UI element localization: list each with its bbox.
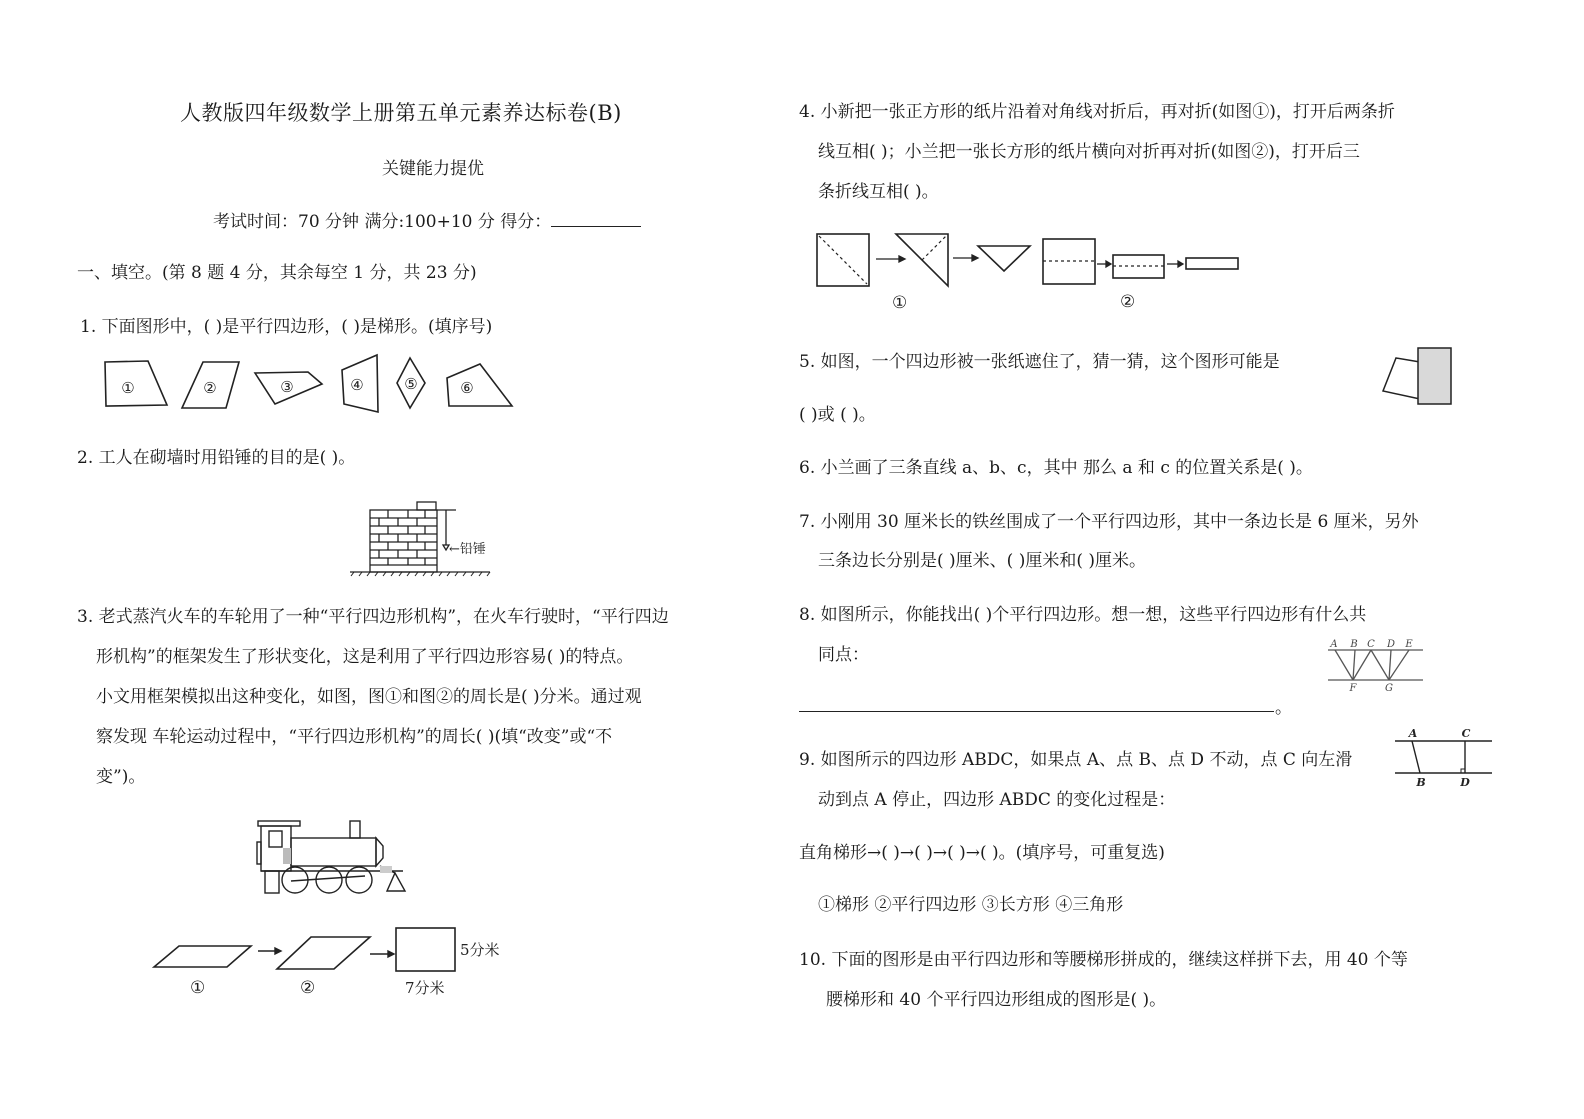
- shape-label-4: ④: [350, 376, 364, 394]
- rect-width-label: 7分米: [405, 979, 445, 997]
- question-5-line-1: 5. 如图，一个四边形被一张纸遮住了，猜一猜，这个图形可能是: [799, 352, 1280, 372]
- point-C-label: C: [1461, 727, 1471, 740]
- brick-wall-plumb-figure: [350, 495, 510, 575]
- shape-label-6: ⑥: [460, 379, 474, 397]
- point-C: C: [1367, 639, 1375, 650]
- question-2-text: 2. 工人在砌墙时用铅锤的目的是( )。: [77, 448, 356, 468]
- plumb-bob-label: ←铅锤: [449, 542, 486, 557]
- shape-label-2: ②: [203, 379, 217, 397]
- point-A-label: A: [1408, 727, 1418, 740]
- section-heading: 一、填空。(第 8 题 4 分，其余每空 1 分，共 23 分): [77, 263, 477, 283]
- fold-fig-2-label: ②: [1120, 292, 1136, 312]
- steam-train-figure: [255, 818, 410, 893]
- q1-shapes-figure: [100, 350, 520, 415]
- question-3-line-2: 形机构”的框架发生了形状变化，这是利用了平行四边形容易( )的特点。: [96, 647, 634, 667]
- question-3-line-1: 3. 老式蒸汽火车的车轮用了一种“平行四边形机构”，在火车行驶时，“平行四边: [77, 607, 669, 627]
- q8-answer-line[interactable]: [799, 693, 1274, 712]
- point-G: G: [1385, 683, 1393, 694]
- question-4-line-2: 线互相( )；小兰把一张长方形的纸片横向对折再对折(如图②)，打开后三: [818, 142, 1360, 162]
- covered-quadrilateral-figure: [1380, 345, 1460, 410]
- shape-label-1: ①: [121, 379, 135, 397]
- frame-2-label: ②: [300, 978, 316, 998]
- quadrilateral-abdc-figure: [1395, 725, 1495, 790]
- q3-frames-figure: [150, 925, 520, 1005]
- fold-fig-1-label: ①: [892, 293, 908, 313]
- question-5-line-2: ( )或 ( )。: [799, 405, 876, 425]
- question-10-line-2: 腰梯形和 40 个平行四边形组成的图形是( )。: [826, 990, 1167, 1010]
- rect-height-label: 5分米: [460, 941, 500, 959]
- question-4-line-3: 条折线互相( )。: [818, 182, 939, 202]
- page-subtitle: 关键能力提优: [382, 159, 484, 179]
- question-6-text: 6. 小兰画了三条直线 a、b、c，其中 那么 a 和 c 的位置关系是( )。: [799, 458, 1313, 478]
- point-F: F: [1349, 683, 1357, 694]
- exam-info: [213, 207, 641, 232]
- question-10-line-1: 10. 下面的图形是由平行四边形和等腰梯形拼成的，继续这样拼下去，用 40 个等: [799, 950, 1408, 970]
- point-A: A: [1330, 639, 1338, 650]
- question-8-line-2: 同点：: [818, 645, 869, 665]
- score-blank[interactable]: [551, 210, 641, 227]
- question-9-sequence: 直角梯形→( )→( )→( )→( )。(填序号，可重复选): [799, 843, 1165, 863]
- shape-label-3: ③: [280, 378, 294, 396]
- q8-answer-end: 。: [1275, 698, 1292, 718]
- shape-label-5: ⑤: [404, 375, 418, 393]
- frame-1-label: ①: [190, 978, 206, 998]
- exam-info-text: 考试时间：70 分钟 满分:100+10 分 得分：: [213, 212, 552, 232]
- point-B: B: [1350, 639, 1358, 650]
- question-7-line-1: 7. 小刚用 30 厘米长的铁丝围成了一个平行四边形，其中一条边长是 6 厘米，另外: [799, 512, 1419, 532]
- question-9-line-2: 动到点 A 停止，四边形 ABDC 的变化过程是：: [818, 790, 1176, 810]
- question-8-line-1: 8. 如图所示，你能找出( )个平行四边形。想一想，这些平行四边形有什么共: [799, 605, 1367, 625]
- question-7-line-2: 三条边长分别是( )厘米、( )厘米和( )厘米。: [818, 551, 1147, 571]
- parallelogram-count-figure: [1325, 635, 1425, 695]
- question-3-line-5: 变”)。: [96, 767, 146, 787]
- question-1-text: 1. 下面图形中，( )是平行四边形，( )是梯形。(填序号): [80, 317, 493, 337]
- point-D-label: D: [1460, 776, 1470, 789]
- question-4-line-1: 4. 小新把一张正方形的纸片沿着对角线对折后，再对折(如图①)，打开后两条折: [799, 102, 1395, 122]
- question-3-line-4: 察发现 车轮运动过程中，“平行四边形机构”的周长( )(填“改变”或“不: [96, 727, 613, 747]
- point-E: E: [1405, 639, 1413, 650]
- question-3-line-3: 小文用框架模拟出这种变化，如图，图①和图②的周长是( )分米。通过观: [96, 687, 642, 707]
- point-B-label: B: [1416, 776, 1426, 789]
- page-title: 人教版四年级数学上册第五单元素养达标卷(B): [180, 101, 622, 125]
- question-9-line-1: 9. 如图所示的四边形 ABDC，如果点 A、点 B、点 D 不动，点 C 向左滑: [799, 750, 1353, 770]
- point-D: D: [1386, 639, 1396, 650]
- question-9-options: ①梯形 ②平行四边形 ③长方形 ④三角形: [818, 895, 1124, 915]
- paper-folding-figure: [795, 220, 1245, 320]
